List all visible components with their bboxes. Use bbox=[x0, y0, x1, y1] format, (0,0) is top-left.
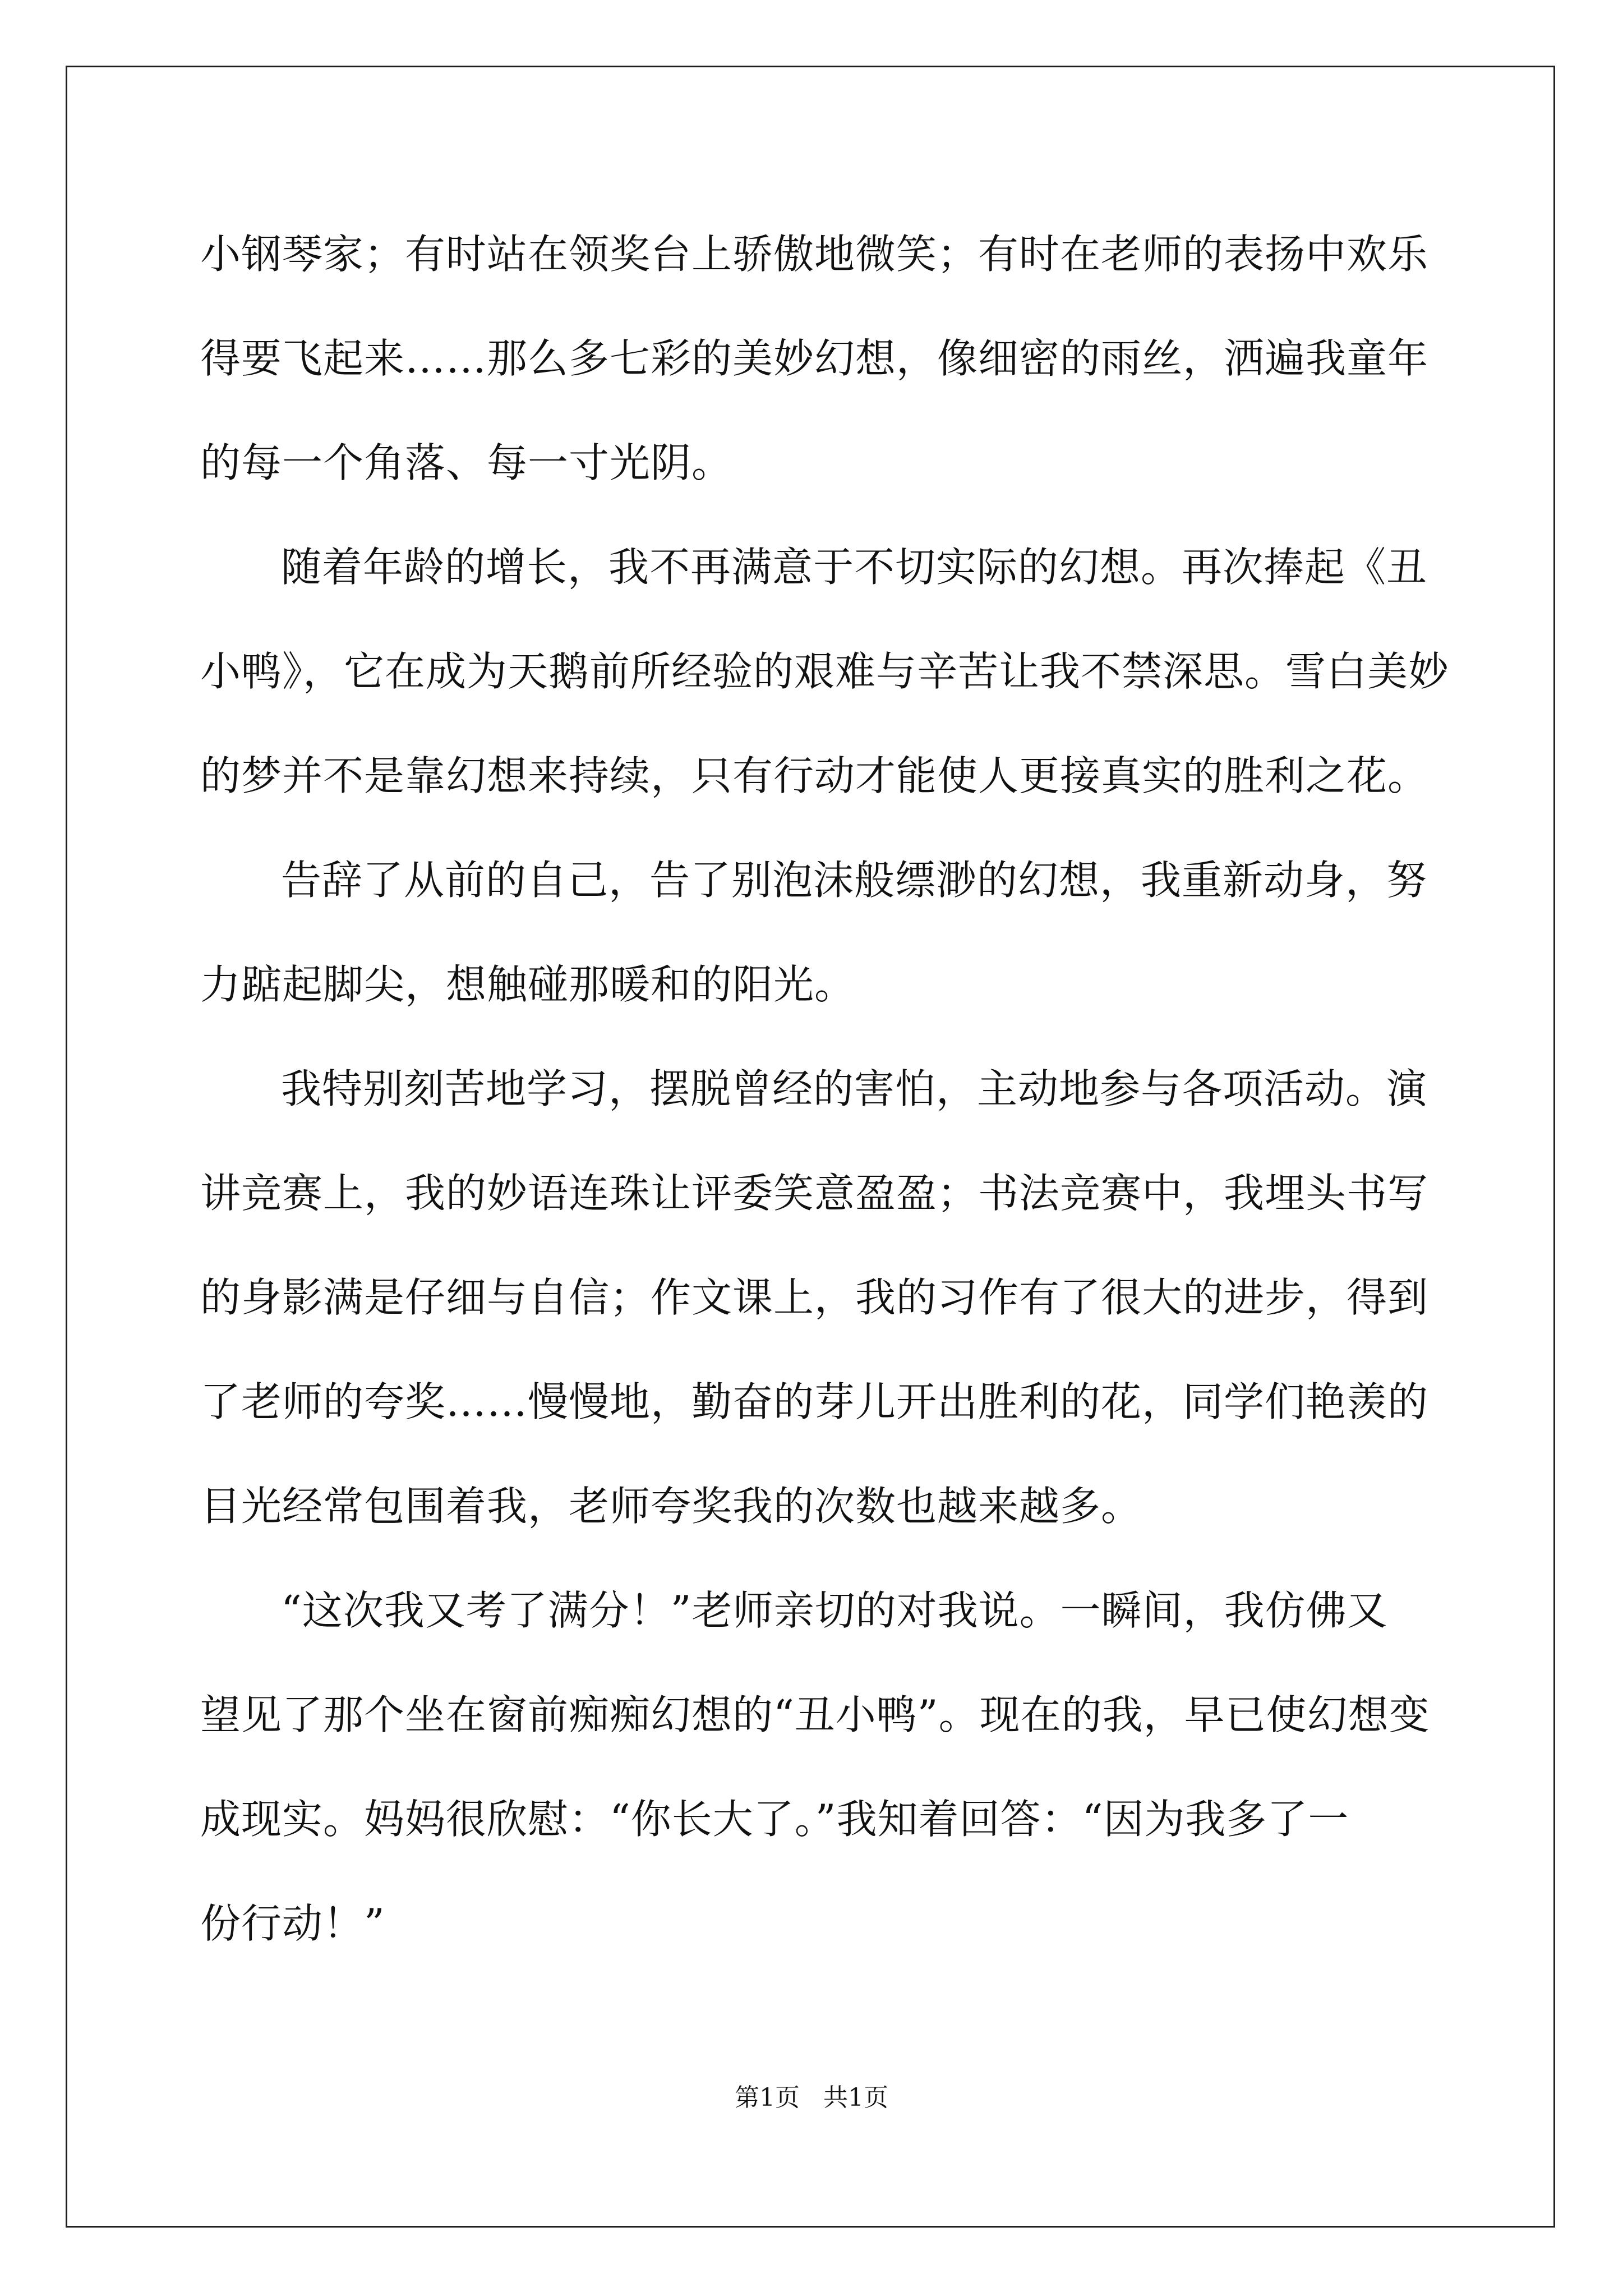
paragraph-start-line: 告辞了从前的自己，告了别泡沫般缥渺的幻想，我重新动身，努 bbox=[281, 857, 1428, 904]
text-line: 份行动！” bbox=[200, 1900, 385, 1947]
text-line: 小钢琴家；有时站在领奖台上骄傲地微笑；有时在老师的表扬中欢乐 bbox=[200, 231, 1429, 278]
text-line: 讲竞赛上，我的妙语连珠让评委笑意盈盈；书法竞赛中，我埋头书写 bbox=[200, 1170, 1429, 1217]
text-line: 望见了那个坐在窗前痴痴幻想的“丑小鸭”。现在的我，早已使幻想变 bbox=[200, 1691, 1430, 1738]
text-line: 了老师的夸奖……慢慢地，勤奋的芽儿开出胜利的花，同学们艳羡的 bbox=[200, 1378, 1429, 1425]
paragraph-start-line: 我特别刻苦地学习，摆脱曾经的害怕，主动地参与各项活动。演 bbox=[281, 1065, 1428, 1112]
page-number: 第1页 共1页 bbox=[735, 2083, 888, 2112]
text-line: 的每一个角落、每一寸光阴。 bbox=[200, 439, 733, 486]
document-body bbox=[200, 202, 1450, 1976]
text-line: 的梦并不是靠幻想来持续，只有行动才能使人更接真实的胜利之花。 bbox=[200, 752, 1429, 799]
paragraph-start-line: 随着年龄的增长，我不再满意于不切实际的幻想。再次捧起《丑 bbox=[281, 544, 1428, 591]
text-line: 成现实。妈妈很欣慰：“你长大了。”我知着回答：“因为我多了一 bbox=[200, 1796, 1349, 1843]
text-line: 小鸭》，它在成为天鹅前所经验的艰难与辛苦让我不禁深思。雪白美妙 bbox=[200, 648, 1450, 695]
text-line: 目光经常包围着我，老师夸奖我的次数也越来越多。 bbox=[200, 1483, 1142, 1530]
text-line: 力踮起脚尖，想触碰那暖和的阳光。 bbox=[200, 961, 856, 1008]
text-line: 的身影满是仔细与自信；作文课上，我的习作有了很大的进步，得到 bbox=[200, 1274, 1429, 1321]
paragraph-start-line: “这次我又考了满分！”老师亲切的对我说。一瞬间，我仿佛又 bbox=[281, 1587, 1388, 1634]
text-line: 得要飞起来……那么多七彩的美妙幻想，像细密的雨丝，洒遍我童年 bbox=[200, 335, 1429, 382]
